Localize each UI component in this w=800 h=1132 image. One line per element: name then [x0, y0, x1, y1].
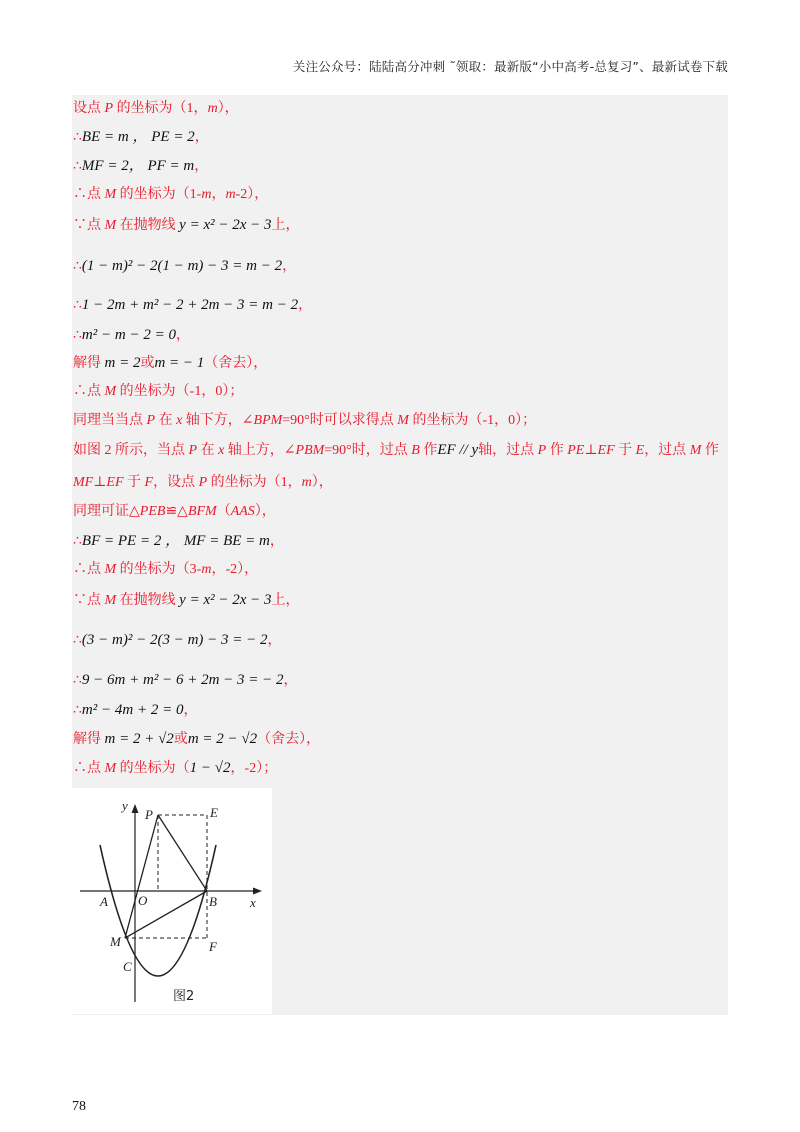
solution-line	[73, 759, 277, 778]
text-run: 或	[173, 732, 188, 747]
text-run: 在抛物线	[116, 593, 180, 608]
text-run: M	[104, 384, 117, 399]
text-run: ≌△	[165, 504, 188, 519]
math-expression: 1 − 2m + m² − 2 + 2m − 3 = m − 2	[81, 297, 299, 313]
math-expression: m	[183, 158, 195, 174]
math-expression: 1 − √2	[189, 760, 231, 776]
text-run: PE	[567, 443, 585, 458]
text-run: ，-2）；	[230, 761, 278, 776]
text-run: 于	[614, 443, 636, 458]
solution-line	[73, 671, 298, 690]
text-run: ∴	[73, 633, 82, 648]
text-run: P	[104, 101, 114, 116]
text-run: ，	[298, 298, 313, 313]
text-run: PBM	[295, 443, 325, 458]
text-run: P	[198, 475, 208, 490]
text-run: ，	[267, 633, 282, 648]
text-run: 的坐标为（1-	[116, 187, 202, 202]
text-run: P	[188, 443, 198, 458]
text-run: ∴	[73, 534, 82, 549]
figure-caption: 图2	[173, 989, 195, 1004]
figure-2	[72, 788, 272, 1014]
text-run: x	[218, 443, 225, 458]
text-run: 在	[155, 413, 177, 428]
solution-line	[73, 591, 300, 610]
segment-pb	[158, 815, 207, 891]
math-expression: m = 2 − √2	[187, 731, 258, 747]
solution-line	[73, 100, 239, 118]
math-expression: y = x² − 2x − 3	[179, 592, 272, 608]
text-run: ，	[194, 159, 209, 174]
label-e: E	[210, 805, 218, 820]
math-expression: (3 − m)² − 2(3 − m) − 3 = − 2	[81, 632, 268, 648]
parabola-diagram	[72, 788, 272, 1014]
solution-line	[73, 532, 284, 551]
text-run: P	[146, 413, 156, 428]
math-expression: m = − 1	[154, 355, 205, 371]
text-run: M	[104, 187, 117, 202]
text-run: 的坐标为（	[116, 761, 190, 776]
text-run: （舍去），	[204, 356, 268, 371]
solution-line	[73, 631, 282, 650]
text-run: ∴	[73, 673, 82, 688]
text-run: ，-2），	[211, 562, 259, 577]
text-run: EF	[597, 443, 615, 458]
text-run: M	[104, 593, 117, 608]
x-axis-arrow-icon	[253, 888, 262, 895]
text-run: MF	[73, 475, 94, 490]
text-run: 上，	[271, 218, 300, 233]
text-run: ∴点	[73, 761, 105, 776]
text-run: ，	[175, 328, 190, 343]
text-run: EF	[106, 475, 124, 490]
solution-line	[73, 296, 312, 315]
label-y: y	[122, 798, 128, 813]
math-expression: = 2	[169, 129, 195, 145]
text-run: 的坐标为（-1，0）；	[408, 413, 537, 428]
math-expression: EF // y	[437, 442, 479, 458]
text-run: B	[411, 443, 420, 458]
text-run: ，	[283, 673, 298, 688]
solution-line	[73, 503, 276, 521]
math-expression: MF	[81, 158, 104, 174]
math-expression: = 2，	[103, 158, 148, 174]
solution-line	[73, 326, 190, 345]
text-run: 的坐标为（-1，0）；	[116, 384, 244, 399]
solution-line	[73, 730, 320, 749]
text-run: =90°时，过点	[324, 443, 412, 458]
text-run: ∴	[73, 298, 82, 313]
text-run: ），	[217, 101, 239, 116]
text-run: 作	[419, 443, 438, 458]
text-run: ，	[194, 130, 209, 145]
math-expression: m = 2	[104, 355, 141, 371]
text-run: ∴	[73, 159, 82, 174]
solution-line	[73, 561, 258, 579]
text-run: ，	[282, 259, 297, 274]
text-run: ∴	[73, 703, 82, 718]
text-run: （舍去），	[257, 732, 321, 747]
text-run: M	[104, 562, 117, 577]
text-run: BPM	[253, 413, 283, 428]
text-run: 在抛物线	[116, 218, 180, 233]
solution-line	[73, 383, 243, 401]
math-expression: m² − 4m + 2 = 0	[81, 702, 184, 718]
y-axis-arrow-icon	[132, 804, 139, 813]
text-run: AAS	[230, 504, 255, 519]
text-run: 轴下方，∠	[182, 413, 254, 428]
text-run: m	[225, 187, 236, 202]
solution-line	[73, 701, 197, 720]
label-b: B	[209, 894, 217, 909]
text-run: =90°时可以求得点	[282, 413, 398, 428]
math-expression: PF	[147, 158, 166, 174]
text-run: 作	[701, 443, 719, 458]
text-run: ，	[183, 703, 198, 718]
page-number: 78	[72, 1099, 86, 1114]
text-run: ∴点	[73, 384, 105, 399]
text-run: m	[201, 562, 212, 577]
text-run: ∴点	[73, 562, 105, 577]
segment-pm	[125, 815, 158, 938]
text-run: 如图 2 所示，当点	[73, 443, 189, 458]
label-p: P	[145, 807, 153, 822]
text-run: ，设点	[153, 475, 199, 490]
text-run: 在	[197, 443, 219, 458]
text-run: -2），	[235, 187, 269, 202]
text-run: ，过点	[644, 443, 690, 458]
text-run: E	[635, 443, 645, 458]
text-run: 轴，过点	[478, 443, 538, 458]
math-expression: =	[100, 129, 118, 145]
label-f: F	[209, 939, 217, 954]
text-run: ），	[311, 475, 333, 490]
math-expression: PE	[151, 129, 170, 145]
label-a: A	[100, 894, 108, 909]
text-run: 轴上方，∠	[224, 443, 296, 458]
math-expression: y = x² − 2x − 3	[179, 217, 272, 233]
math-expression: 9 − 6m + m² − 6 + 2m − 3 = − 2	[81, 672, 284, 688]
label-o: O	[138, 893, 148, 908]
math-expression: m = 2 + √2	[104, 731, 174, 747]
text-run: ∴	[73, 328, 82, 343]
solution-line	[73, 128, 209, 147]
solution-line	[73, 257, 296, 276]
text-run: P	[537, 443, 547, 458]
text-run: 解得	[73, 356, 105, 371]
text-run: 同理当当点	[73, 413, 147, 428]
text-run: 的坐标为（1，	[207, 475, 302, 490]
label-c: C	[123, 959, 132, 974]
text-run: ⊥	[93, 475, 107, 490]
text-run: 解得	[73, 732, 105, 747]
text-run: ∴	[73, 259, 82, 274]
text-run: F	[144, 475, 154, 490]
text-run: m	[201, 187, 212, 202]
solution-line	[73, 474, 333, 492]
solution-line	[73, 412, 536, 430]
solution-line	[73, 441, 719, 460]
text-run: 设点	[73, 101, 105, 116]
math-expression: m² − m − 2 = 0	[81, 327, 176, 343]
text-run: ∴	[73, 130, 82, 145]
text-run: ），	[254, 504, 276, 519]
text-run: m	[301, 475, 312, 490]
text-run: x	[176, 413, 183, 428]
text-run: 上，	[271, 593, 300, 608]
math-expression: ，	[128, 129, 152, 145]
text-run: M	[397, 413, 409, 428]
solution-line	[73, 216, 300, 235]
label-m: M	[110, 934, 121, 949]
math-expression: (1 − m)² − 2(1 − m) − 3 = m − 2	[81, 258, 283, 274]
text-run: ，	[211, 187, 226, 202]
text-run: 同理可证△	[73, 504, 140, 519]
text-run: （	[216, 504, 231, 519]
text-run: ⊥	[584, 443, 598, 458]
text-run: 或	[140, 356, 155, 371]
text-run: ∵点	[73, 593, 105, 608]
text-run: 的坐标为（3-	[116, 562, 202, 577]
label-x: x	[250, 895, 256, 910]
math-expression: BF = PE = 2 ， MF = BE = m	[81, 533, 270, 549]
text-run: ∴点	[73, 187, 105, 202]
solution-line	[73, 157, 208, 176]
math-expression: m	[117, 129, 129, 145]
text-run: 作	[546, 443, 568, 458]
text-run: 于	[123, 475, 145, 490]
math-expression: =	[165, 158, 184, 174]
text-run: M	[104, 218, 117, 233]
page-header: 关注公众号：陆陆高分冲刺 ˜领取：最新版“小中高考-总复习”、最新试卷下载	[292, 59, 728, 74]
math-expression: BE	[81, 129, 101, 145]
text-run: 的坐标为（1，	[113, 101, 208, 116]
text-run: M	[104, 761, 117, 776]
text-run: M	[689, 443, 702, 458]
solution-line	[73, 186, 268, 204]
text-run: m	[207, 101, 218, 116]
text-run: PEB	[139, 504, 166, 519]
text-run: BFM	[187, 504, 217, 519]
text-run: ，	[269, 534, 284, 549]
text-run: ∵点	[73, 218, 105, 233]
solution-line	[73, 354, 267, 373]
